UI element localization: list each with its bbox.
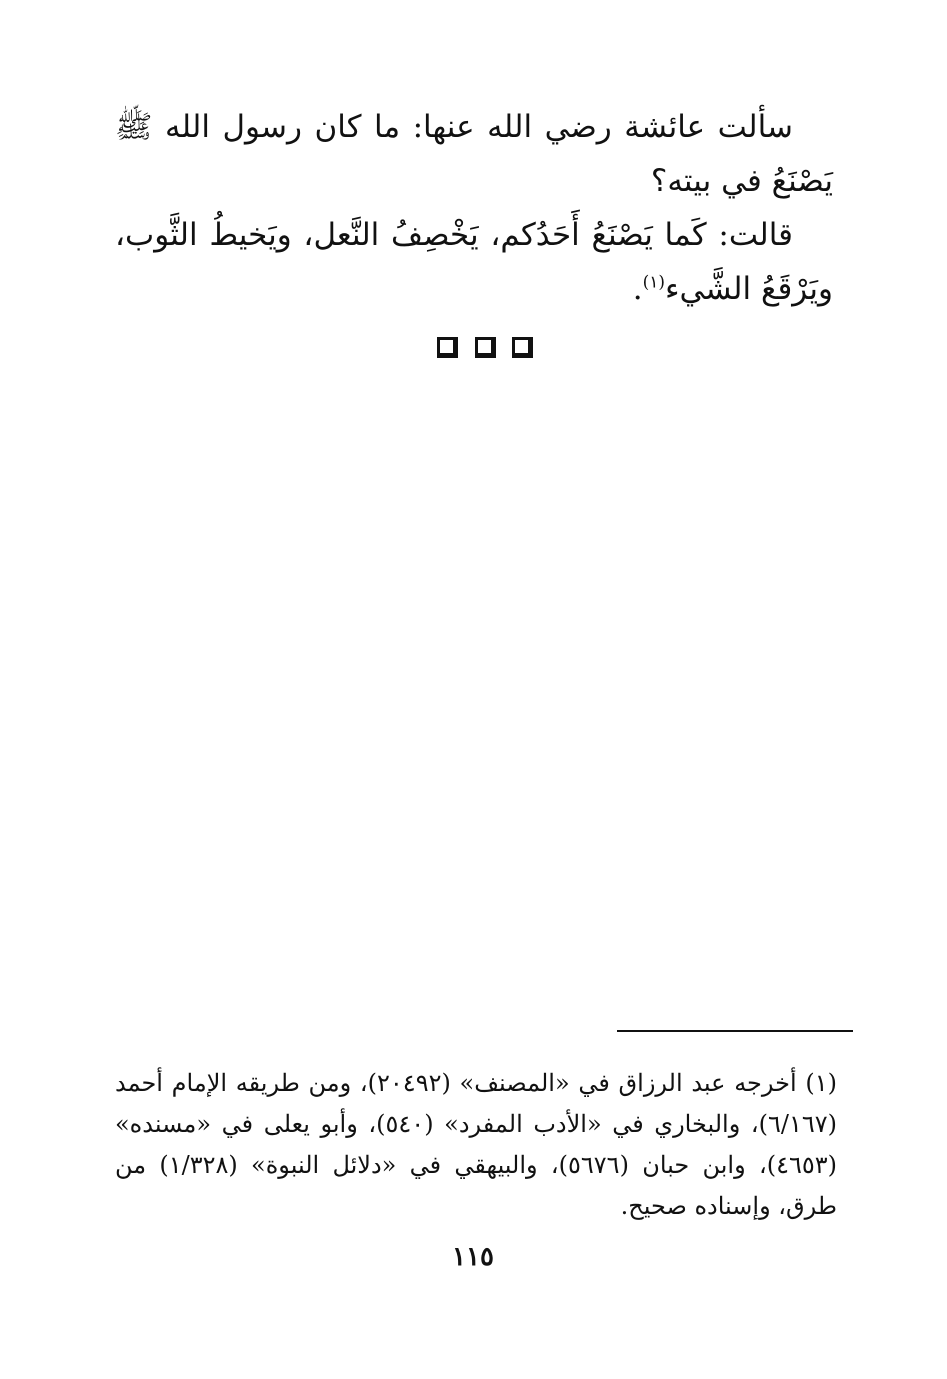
ornament-box-icon xyxy=(437,337,458,358)
paragraph-answer-text: قالت: كَما يَصْنَعُ أَحَدُكم، يَخْصِفُ النَّعل، ويَخيطُ الثَّوب، ويَرْقَعُ الشَّيء xyxy=(115,217,833,307)
page-number: ١١٥ xyxy=(452,1242,494,1272)
footnote-separator xyxy=(617,1030,853,1032)
ornament-box-icon xyxy=(475,337,496,358)
footnote-text: أخرجه عبد الرزاق في «المصنف» (٢٠٤٩٢)، ومن طريقه الإمام أحمد (٦/١٦٧)، والبخاري في «الأدب المفرد» (٥٤٠)، وأبو يعلى في «مسنده» (٤٦٥٣)، وابن حبان (٥٦٧٦)، والبيهقي في «دلائل النبوة» (١/٣٢٨) من طرق، وإسناده صحيح. xyxy=(115,1069,837,1220)
paragraph-answer xyxy=(115,208,833,316)
footnote-item xyxy=(115,1063,837,1227)
paragraph-question: سألت عائشة رضي الله عنها: ما كان رسول الله ﷺ يَصْنَعُ في بيته؟ xyxy=(115,109,833,199)
paragraph-answer-end: . xyxy=(632,271,643,307)
footnote-reference[interactable]: (١) xyxy=(642,272,665,293)
ornament-box-icon xyxy=(512,337,533,358)
footnotes xyxy=(115,1063,837,1227)
section-divider-ornament xyxy=(437,337,533,361)
footnote-number: (١) xyxy=(805,1069,837,1097)
main-text xyxy=(115,100,833,316)
